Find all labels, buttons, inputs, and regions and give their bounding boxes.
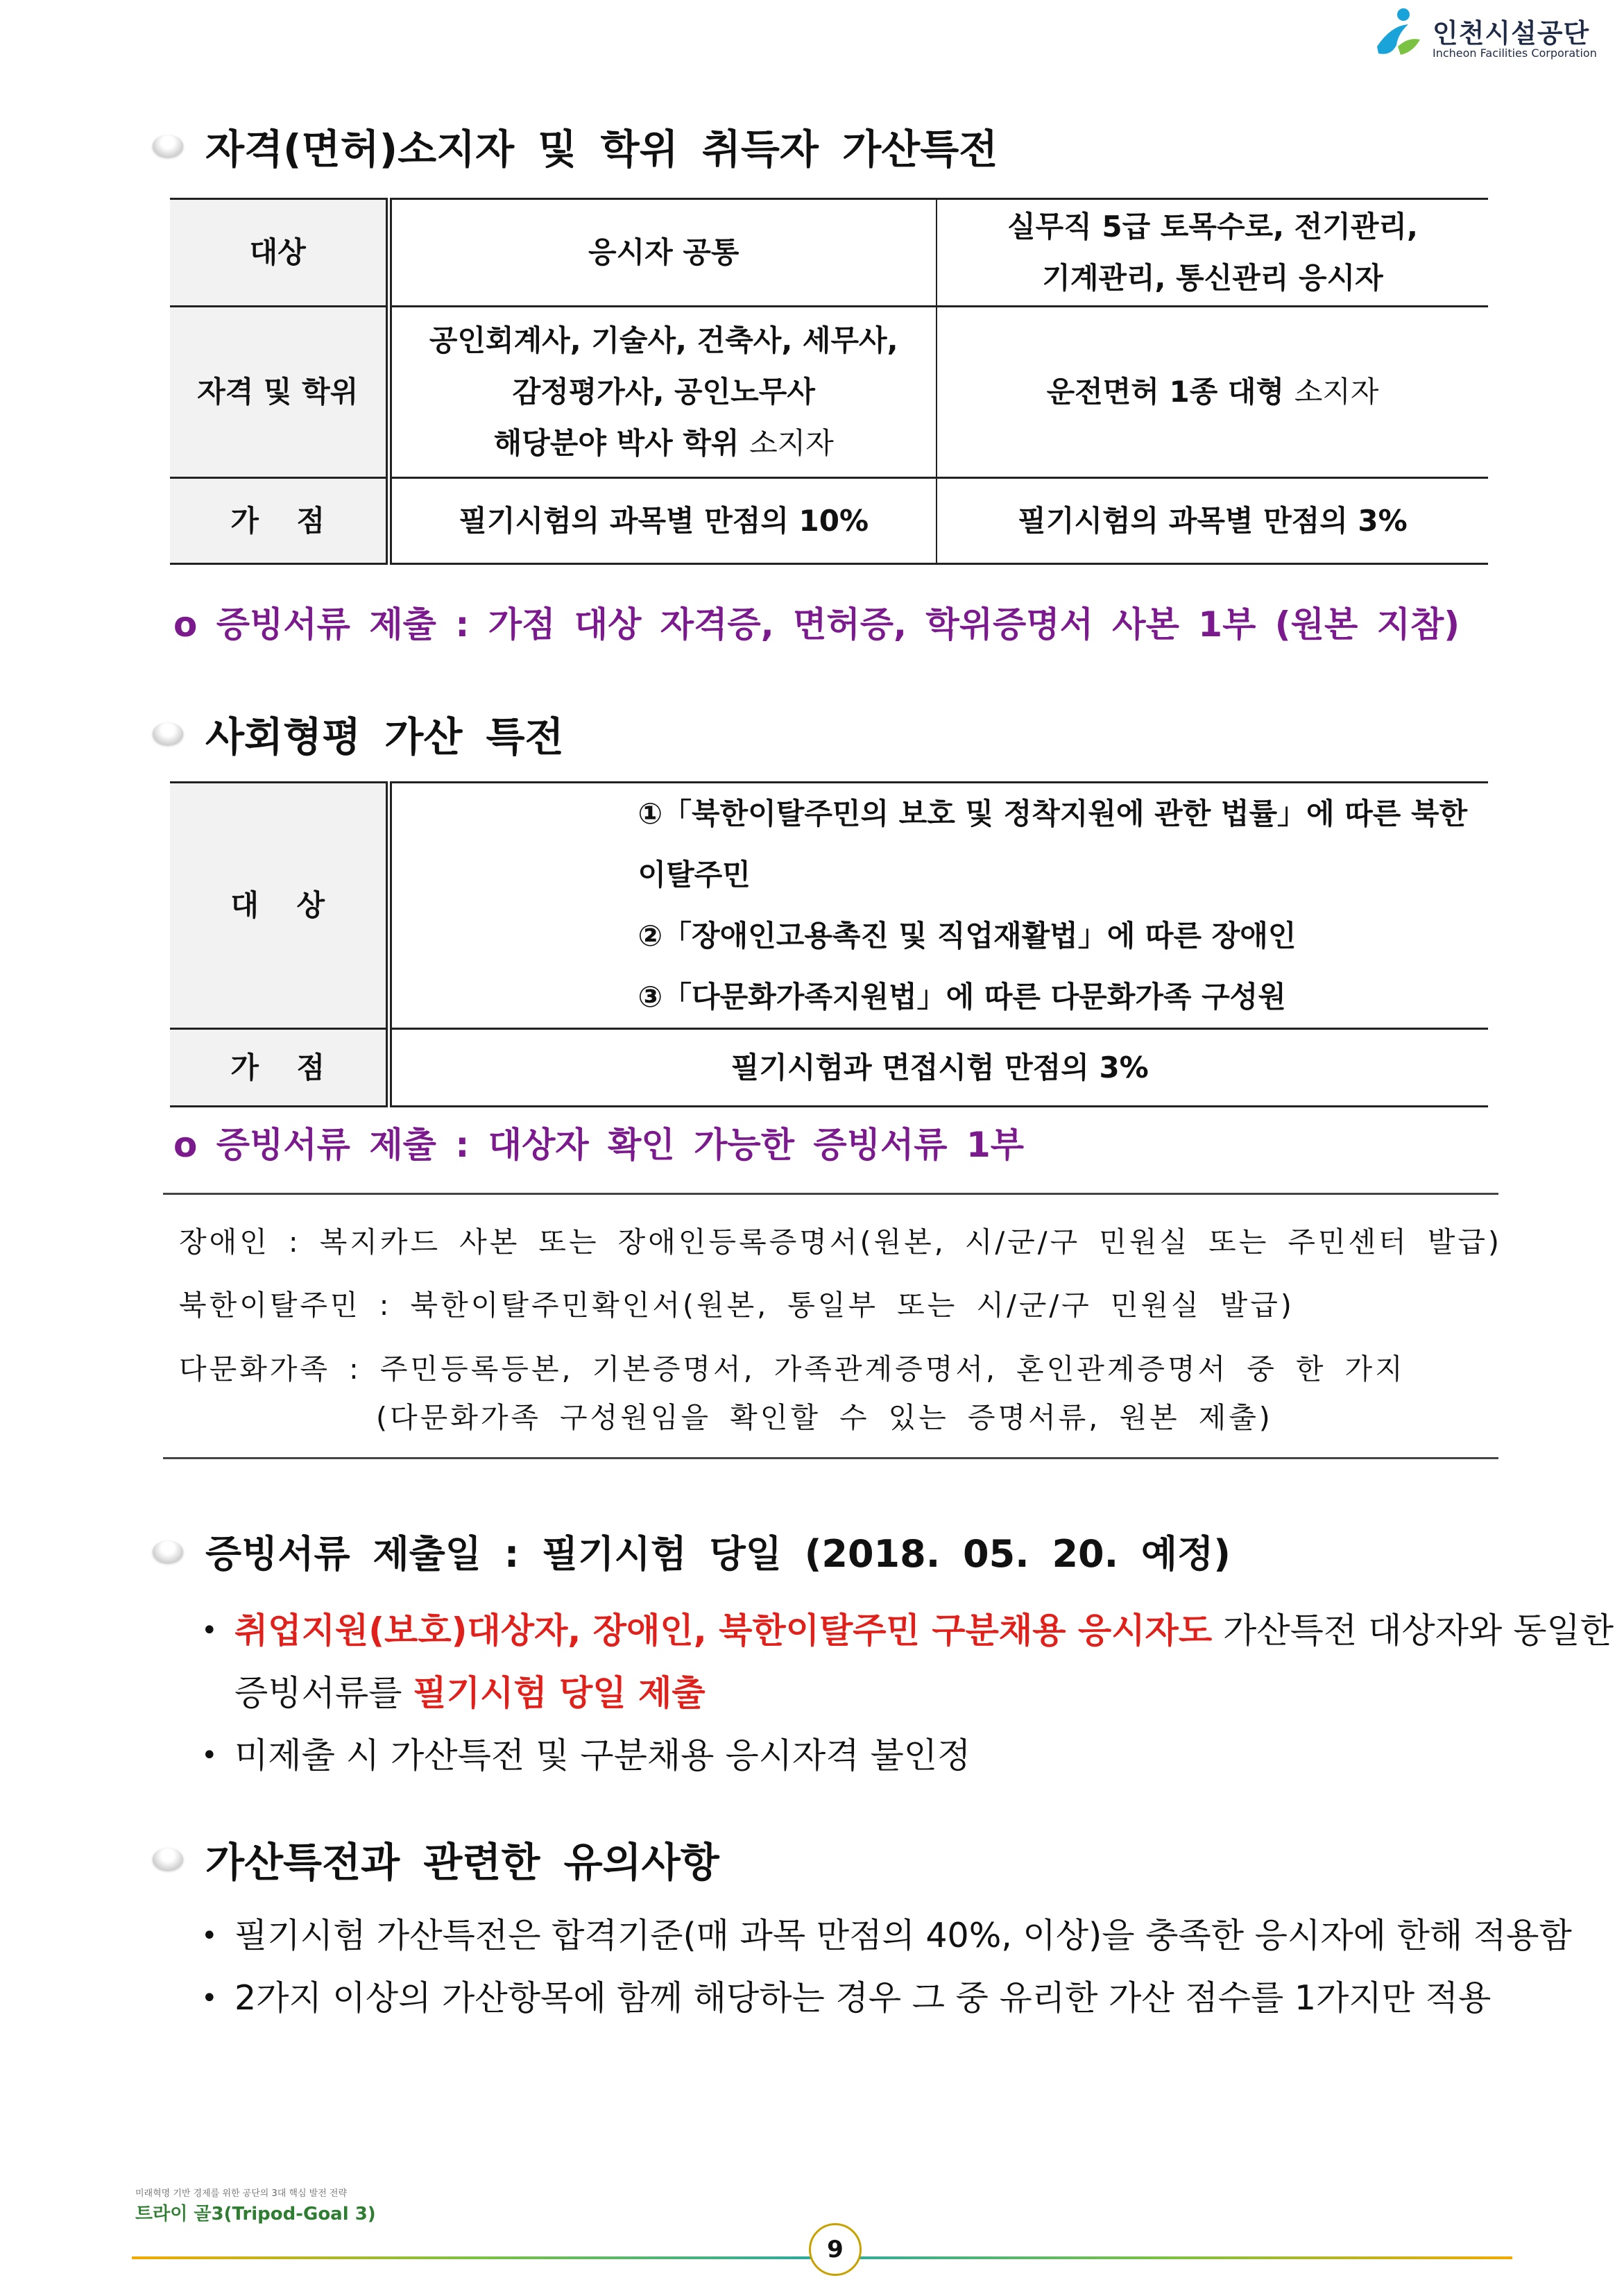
table-cell-points-value: 필기시험과 면접시험 만점의 3% [388, 1029, 1488, 1107]
qualification-table [170, 198, 1488, 565]
social-equity-table [170, 781, 1488, 1107]
list-text: 필기시험 가산특전은 합격기준(매 과목 만점의 40%, 이상)을 충족한 응시자에 한해 적용함 [234, 1916, 1572, 1955]
section-heading-notes [153, 1830, 719, 1888]
target-item: ①「북한이탈주민의 보호 및 정착지원에 관한 법률」에 따른 북한이탈주민 [638, 797, 1468, 892]
divider [163, 1193, 1498, 1195]
section-heading-text: 증빙서류 제출일 : 필기시험 당일 (2018. 05. 20. 예정) [205, 1532, 1231, 1576]
table-header-special-line2: 기계관리, 통신관리 응시자 [1042, 261, 1383, 295]
table-row [170, 199, 1488, 307]
list-text: 가산특전 대상자와 동일한 [1212, 1610, 1614, 1651]
evidence-note-qualification: o 증빙서류 제출 : 가점 대상 자격증, 면허증, 학위증명서 사본 1부 (원본 지참) [173, 604, 1460, 645]
highlight-text: 필기시험 당일 제출 [413, 1673, 706, 1713]
list-item [201, 1905, 1616, 1967]
bullet-icon [153, 1848, 183, 1870]
table-cell-special-qualifications [937, 307, 1488, 478]
logo-name: 인천시설공단 [1433, 18, 1590, 49]
divider [163, 1457, 1498, 1459]
list-item [201, 1599, 1616, 1724]
table-header-special-line1: 실무직 5급 토목수로, 전기관리, [1007, 210, 1418, 244]
doc-line-multicultural-note: (다문화가족 구성원임을 확인할 수 있는 증명서류, 원본 제출) [376, 1401, 1273, 1434]
notes-list [201, 1905, 1616, 2030]
table-header-special [937, 199, 1488, 307]
section-heading-qualification [153, 117, 998, 175]
list-text: 미제출 시 가산특전 및 구분채용 응시자격 불인정 [234, 1735, 971, 1776]
submission-list [201, 1599, 1616, 1787]
list-item [201, 1967, 1616, 2030]
table-row-label-points: 가 점 [170, 1029, 388, 1107]
table-row-label-qualification: 자격 및 학위 [170, 307, 388, 478]
bullet-dot-icon: • [201, 1740, 218, 1771]
cell-line: 공인회계사, 기술사, 건축사, 세무사, [429, 323, 898, 357]
company-logo [1370, 3, 1606, 66]
cell-line: 감정평가사, 공인노무사 [512, 375, 815, 409]
cell-bold-text: 운전면허 1종 대형 [1046, 375, 1285, 409]
bullet-dot-icon: • [201, 1920, 218, 1952]
table-cell-targets [388, 783, 1488, 1029]
table-row [170, 478, 1488, 564]
doc-line-defector: 북한이탈주민 : 북한이탈주민확인서(원본, 통일부 또는 시/군/구 민원실 발급) [179, 1289, 1294, 1322]
cell-bold-text: 해당분야 박사 학위 [493, 426, 740, 460]
logo-subtitle: Incheon Facilities Corporation [1433, 46, 1597, 60]
doc-line-multicultural: 다문화가족 : 주민등록등본, 기본증명서, 가족관계증명서, 혼인관계증명서 중 한 가지 [179, 1352, 1405, 1386]
section-heading-text: 가산특전과 관련한 유의사항 [205, 1839, 719, 1886]
table-cell-points-special: 필기시험의 과목별 만점의 3% [937, 478, 1488, 564]
footer-brand: 트라이 골3(Tripod-Goal 3) [135, 2204, 376, 2225]
table-row-label-target: 대 상 [170, 783, 388, 1029]
target-item: ②「장애인고용촉진 및 직업재활법」에 따른 장애인 [638, 919, 1297, 953]
table-header-common: 응시자 공통 [388, 199, 937, 307]
section-heading-social-equity [153, 704, 564, 763]
table-cell-points-common: 필기시험의 과목별 만점의 10% [388, 478, 937, 564]
bullet-icon [153, 135, 183, 157]
cell-normal-text: 소지자 [1294, 375, 1379, 409]
page-number: 9 [809, 2223, 862, 2276]
section-heading-text: 자격(면허)소지자 및 학위 취득자 가산특전 [205, 126, 998, 173]
section-heading-submission-date [153, 1524, 1231, 1578]
bullet-dot-icon: • [201, 1615, 218, 1647]
bullet-dot-icon: • [201, 1982, 218, 2014]
doc-line-disabled: 장애인 : 복지카드 사본 또는 장애인등록증명서(원본, 시/군/구 민원실 또는 주민센터 발급) [179, 1225, 1502, 1259]
cell-normal-text: 소지자 [749, 426, 834, 460]
section-heading-text: 사회형평 가산 특전 [205, 713, 564, 760]
table-row [170, 1029, 1488, 1107]
cell-line [392, 418, 937, 469]
footer-tagline: 미래혁명 기반 경제를 위한 공단의 3대 핵심 발전 전략 [135, 2188, 348, 2199]
table-cell-common-qualifications [388, 307, 937, 478]
bullet-icon [153, 722, 183, 745]
list-text: 증빙서류를 [234, 1673, 413, 1713]
highlight-text: 취업지원(보호)대상자, 장애인, 북한이탈주민 구분채용 응시자도 [234, 1610, 1213, 1651]
table-header-target: 대상 [170, 199, 388, 307]
target-item: ③「다문화가족지원법」에 따른 다문화가족 구성원 [638, 980, 1286, 1014]
table-row-label-points: 가 점 [170, 478, 388, 564]
logo-icon [1370, 5, 1426, 60]
list-item [201, 1724, 1616, 1787]
table-row [170, 307, 1488, 478]
bullet-icon [153, 1540, 183, 1563]
list-text: 2가지 이상의 가산항목에 함께 해당하는 경우 그 중 유리한 가산 점수를 1가지만 적용 [234, 1978, 1491, 2018]
evidence-note-social-equity: o 증빙서류 제출 : 대상자 확인 가능한 증빙서류 1부 [173, 1125, 1025, 1165]
table-row [170, 783, 1488, 1029]
